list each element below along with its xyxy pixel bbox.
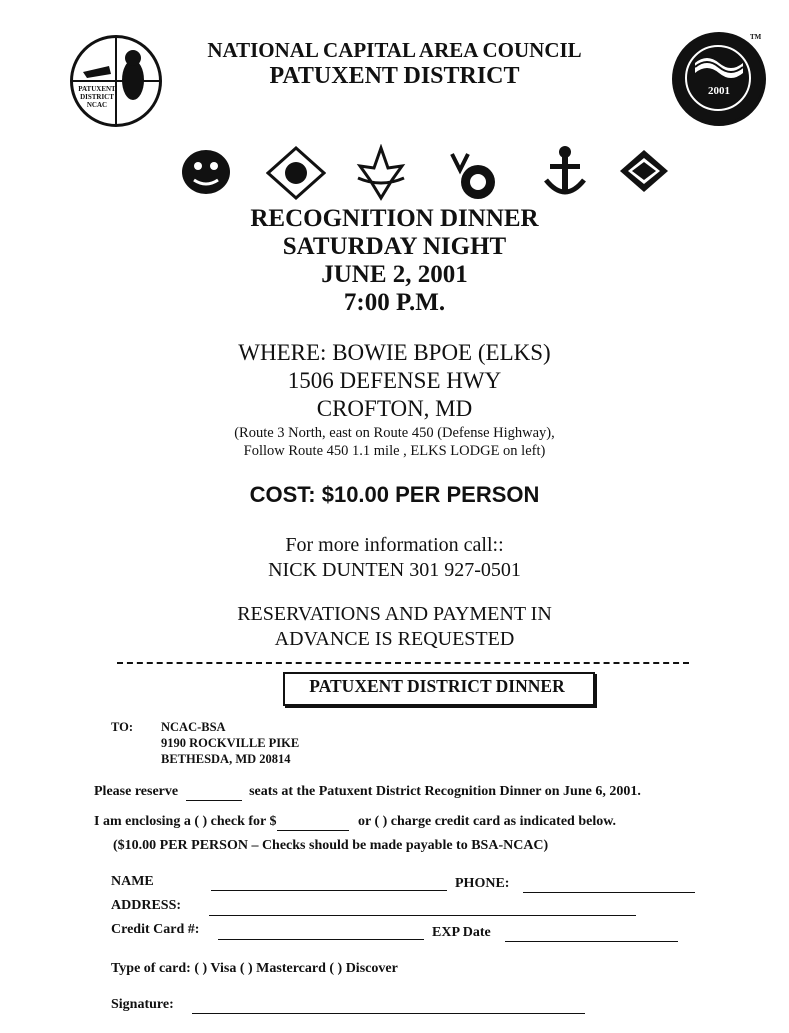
right-logo-year: 2001 [708, 85, 730, 97]
trademark-mark: TM [750, 33, 762, 41]
signature-field[interactable] [192, 1013, 585, 1014]
venue-where: WHERE: BOWIE BPOE (ELKS) [238, 340, 551, 365]
venue-directions-1: (Route 3 North, east on Route 450 (Defense Highway), [234, 425, 555, 441]
name-field[interactable] [211, 890, 447, 891]
webelos-diamond-icon [618, 148, 670, 194]
event-day: SATURDAY NIGHT [282, 233, 507, 260]
left-logo-text: PATUXENT DISTRICT NCAC [78, 85, 116, 109]
address-field[interactable] [209, 915, 636, 916]
mail-address-line-3: BETHESDA, MD 20814 [161, 752, 291, 766]
seats-count-field[interactable] [186, 784, 242, 801]
reserve-sentence-end: seats at the Patuxent District Recognition Dinner on June 6, 2001. [249, 784, 641, 799]
reserve-sentence [94, 784, 641, 801]
mail-address-line-1: NCAC-BSA [161, 720, 226, 734]
info-line-1: For more information call:: [285, 534, 504, 556]
payable-note: ($10.00 PER PERSON – Checks should be made payable to BSA-NCAC) [113, 838, 549, 853]
event-time: 7:00 P.M. [343, 289, 446, 316]
district-title: PATUXENT DISTRICT [269, 63, 520, 89]
credit-card-label: Credit Card #: [111, 922, 200, 937]
exp-date-label: EXP Date [432, 925, 491, 940]
phone-label: PHONE: [455, 876, 510, 891]
cut-dashed-line [117, 662, 689, 664]
form-title: PATUXENT DISTRICT DINNER [309, 676, 565, 696]
event-date: JUNE 2, 2001 [321, 261, 468, 288]
council-title: NATIONAL CAPITAL AREA COUNCIL [207, 38, 582, 62]
address-label: ADDRESS: [111, 898, 182, 913]
phone-field[interactable] [523, 892, 695, 893]
cost-line: COST: $10.00 PER PERSON [249, 482, 540, 507]
mail-address-line-2: 9190 ROCKVILLE PIKE [161, 736, 300, 750]
event-title: RECOGNITION DINNER [250, 205, 539, 232]
to-label: TO: [111, 720, 133, 734]
signature-label: Signature: [111, 997, 174, 1012]
payment-sentence [94, 814, 616, 831]
payment-sentence-end: or ( ) charge credit card as indicated below. [358, 814, 617, 829]
venue-city: CROFTON, MD [316, 396, 473, 421]
tiger-cub-emblem-icon [176, 144, 240, 200]
credit-card-field[interactable] [218, 939, 424, 940]
reservations-line-1: RESERVATIONS AND PAYMENT IN [237, 603, 552, 625]
payment-sentence-start: I am enclosing a ( ) check for $ [94, 814, 277, 829]
reservations-line-2: ADVANCE IS REQUESTED [274, 628, 515, 650]
venue-street: 1506 DEFENSE HWY [287, 368, 502, 393]
card-type-options[interactable]: Type of card: ( ) Visa ( ) Mastercard ( ) Discover [111, 961, 398, 976]
boy-scout-fleur-de-lis-icon [352, 144, 410, 202]
venue-directions-2: Follow Route 450 1.1 mile , ELKS LODGE on left) [243, 443, 546, 459]
check-amount-field[interactable] [277, 814, 349, 831]
name-label: NAME [111, 874, 154, 889]
exp-date-field[interactable] [505, 941, 678, 942]
sea-scout-anchor-icon [542, 144, 588, 202]
reserve-sentence-start: Please reserve [94, 784, 179, 799]
venturing-emblem-icon [448, 150, 500, 202]
cub-scout-emblem-icon [266, 146, 326, 200]
info-line-2: NICK DUNTEN 301 927-0501 [268, 559, 521, 581]
